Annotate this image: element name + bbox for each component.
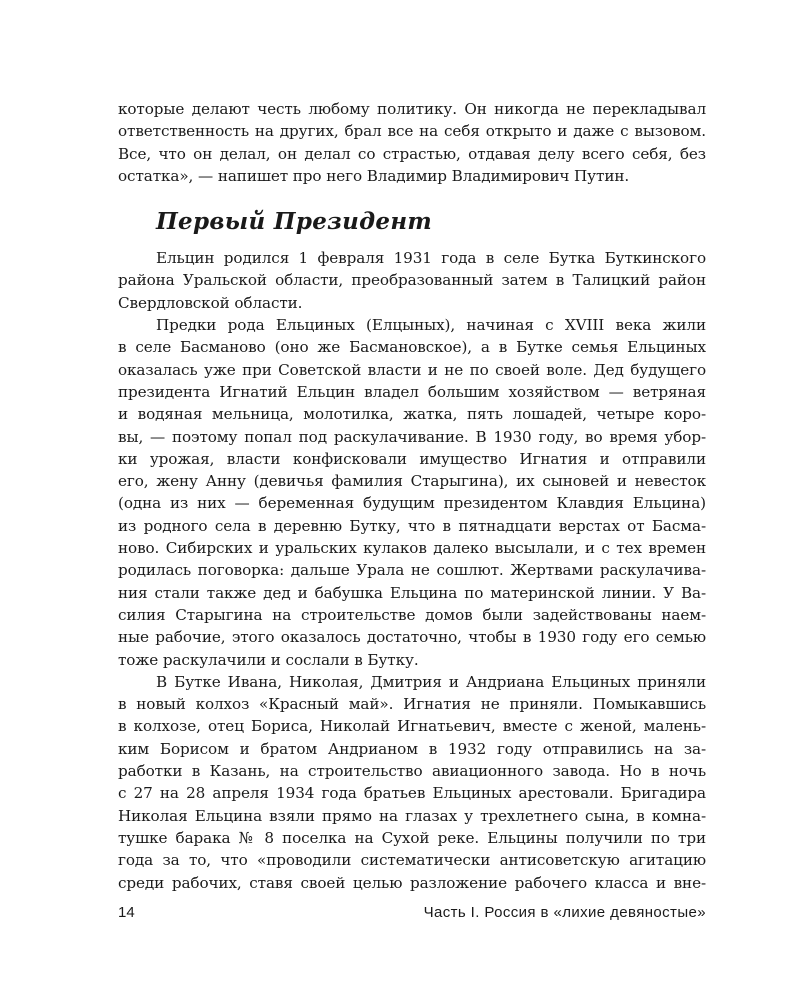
page-number: 14 — [118, 904, 135, 921]
text-line: работки в Казань, на строительство авиационного завода. Но в ночь — [118, 762, 706, 781]
text-line: в новый колхоз «Красный май». Игнатия не приняли. Помыкавшись — [118, 695, 706, 714]
text-line: вы, — поэтому попал под раскулачивание. В 1930 году, во время убор- — [118, 427, 706, 446]
text-line: Предки рода Ельциных (Елцыных), начиная с XVIII века жили — [156, 316, 706, 335]
text-line: из родного села в деревню Бутку, что в пятнадцати верстах от Басма- — [118, 516, 706, 535]
text-line: ные рабочие, этого оказалось достаточно, чтобы в 1930 году его семью — [118, 628, 706, 647]
text-line: Ельцин родился 1 февраля 1931 года в селе Бутка Буткинского — [156, 249, 706, 268]
paragraph-3 — [118, 671, 706, 894]
text-line: силия Старыгина на строительстве домов были задействованы наем- — [118, 605, 706, 624]
page-body — [118, 98, 706, 894]
text-line: президента Игнатий Ельцин владел большим хозяйством — ветряная — [118, 382, 706, 401]
text-line: района Уральской области, преобразованный затем в Талицкий район — [118, 271, 706, 290]
text-line: которые делают честь любому политику. Он никогда не перекладывал — [118, 100, 706, 118]
text-line: Свердловской области. — [118, 293, 303, 312]
intro-paragraph — [118, 98, 706, 187]
text-line: оказалась уже при Советской власти и не по своей воле. Дед будущего — [118, 360, 706, 379]
text-line: среди рабочих, ставя своей целью разложение рабочего класса и вне- — [118, 873, 706, 892]
text-line: в колхозе, отец Бориса, Николай Игнатьевич, вместе с женой, малень- — [118, 717, 706, 736]
text-line: в селе Басманово (оно же Басмановское), а в Бутке семья Ельциных — [118, 338, 706, 357]
text-line: Все, что он делал, он делал со страстью, отдавая делу всего себя, без — [118, 144, 706, 163]
text-line: ки урожая, власти конфисковали имущество Игнатия и отправили — [118, 449, 706, 468]
text-line: тоже раскулачили и сослали в Бутку. — [118, 650, 419, 669]
text-line: Николая Ельцина взяли прямо на глазах у трехлетнего сына, в комна- — [118, 806, 706, 825]
text-line: ново. Сибирских и уральских кулаков далеко высылали, и с тех времен — [118, 539, 706, 558]
section-heading: Первый Президент — [156, 208, 433, 236]
text-line: тушке барака № 8 поселка на Сухой реке. Ельцины получили по три — [118, 828, 706, 847]
text-line: В Бутке Ивана, Николая, Дмитрия и Андриана Ельциных приняли — [156, 672, 706, 691]
paragraph-2 — [118, 314, 706, 671]
text-line: ким Борисом и братом Андрианом в 1932 году отправились на за- — [118, 739, 706, 758]
text-line: родилась поговорка: дальше Урала не сошлют. Жертвами раскулачива- — [118, 561, 706, 580]
text-line: с 27 на 28 апреля 1934 года братьев Ельциных арестовали. Бригадира — [118, 784, 706, 803]
text-line: его, жену Анну (девичья фамилия Старыгина), их сыновей и невесток — [118, 472, 706, 491]
text-line: года за то, что «проводили систематически антисоветскую агитацию — [118, 851, 706, 870]
text-line: ния стали также дед и бабушка Ельцина по материнской линии. У Ва- — [118, 583, 706, 602]
text-line: и водяная мельница, молотилка, жатка, пять лошадей, четыре коро- — [118, 405, 706, 424]
text-line: ответственность на других, брал все на себя открыто и даже с вызовом. — [118, 122, 706, 141]
running-chapter-title: Часть I. Россия в «лихие девяностые» — [423, 904, 706, 921]
text-line: (одна из них — беременная будущим президентом Клавдия Ельцина) — [118, 494, 706, 513]
text-line: остатка», — напишет про него Владимир Владимирович Путин. — [118, 166, 630, 185]
page-footer — [118, 903, 706, 923]
paragraph-1 — [118, 247, 706, 314]
